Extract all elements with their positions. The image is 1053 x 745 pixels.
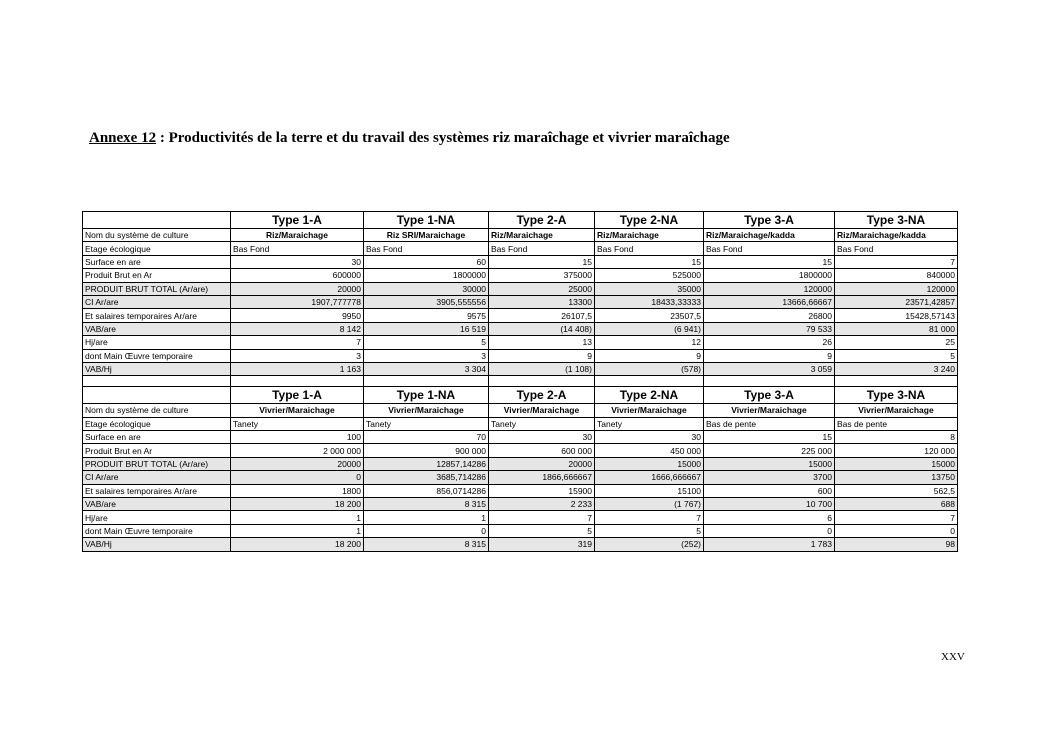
table-row xyxy=(83,417,958,430)
empty-cell xyxy=(489,376,595,387)
table-cell: 10 700 xyxy=(704,498,835,511)
table-cell: 8 142 xyxy=(231,322,364,335)
header-corner-cell xyxy=(83,212,231,229)
table-cell: 15 xyxy=(704,431,835,444)
table-cell: 8 315 xyxy=(364,538,489,551)
row-label: VAB/are xyxy=(83,498,231,511)
table-cell: 6 xyxy=(704,511,835,524)
annex-title-text: : Productivités de la terre et du travail des systèmes riz maraîchage et vivrier maraîchage xyxy=(156,130,730,146)
row-label: Etage écologique xyxy=(83,242,231,255)
table-cell: Riz/Maraichage/kadda xyxy=(835,229,958,242)
table-row xyxy=(83,309,958,322)
table-cell: 26107,5 xyxy=(489,309,595,322)
table-cell: 3 xyxy=(364,349,489,362)
table-cell: 1 783 xyxy=(704,538,835,551)
table-cell: 9575 xyxy=(364,309,489,322)
table-cell: 7 xyxy=(835,255,958,268)
table-row xyxy=(83,538,958,551)
table-cell: Tanety xyxy=(364,417,489,430)
table-cell: 1800000 xyxy=(364,269,489,282)
table-cell: 3 304 xyxy=(364,362,489,375)
table-cell: Bas Fond xyxy=(595,242,704,255)
table-cell: (578) xyxy=(595,362,704,375)
column-header: Type 3-A xyxy=(704,212,835,229)
column-header: Type 1-A xyxy=(231,212,364,229)
empty-cell xyxy=(835,376,958,387)
table-cell: 0 xyxy=(231,471,364,484)
row-label: VAB/are xyxy=(83,322,231,335)
table-cell: 26 xyxy=(704,336,835,349)
row-label: Nom du système de culture xyxy=(83,404,231,417)
table-cell: 18433,33333 xyxy=(595,295,704,308)
table-cell: 7 xyxy=(595,511,704,524)
table-cell: 900 000 xyxy=(364,444,489,457)
table-cell: 9 xyxy=(489,349,595,362)
empty-cell xyxy=(83,376,231,387)
column-header: Type 2-NA xyxy=(595,212,704,229)
table-cell: 3685,714286 xyxy=(364,471,489,484)
table-cell: 12 xyxy=(595,336,704,349)
column-header: Type 3-A xyxy=(704,387,835,404)
table-cell: 13750 xyxy=(835,471,958,484)
table-row xyxy=(83,255,958,268)
table-cell: (6 941) xyxy=(595,322,704,335)
table-cell: 688 xyxy=(835,498,958,511)
table-cell: Tanety xyxy=(489,417,595,430)
table-row xyxy=(83,457,958,470)
table-cell: Riz SRI/Maraichage xyxy=(364,229,489,242)
table-cell: 1866,666667 xyxy=(489,471,595,484)
row-label: dont Main Œuvre temporaire xyxy=(83,524,231,537)
table-cell: 15000 xyxy=(835,457,958,470)
spacer-row xyxy=(83,376,958,387)
table-cell: 81 000 xyxy=(835,322,958,335)
table-cell: 120000 xyxy=(835,282,958,295)
table-row xyxy=(83,362,958,375)
table-cell: Bas Fond xyxy=(231,242,364,255)
table-cell: (14 408) xyxy=(489,322,595,335)
table-cell: 7 xyxy=(489,511,595,524)
row-label: dont Main Œuvre temporaire xyxy=(83,349,231,362)
table-cell: 7 xyxy=(231,336,364,349)
table-cell: 13666,66667 xyxy=(704,295,835,308)
table-cell: 562,5 xyxy=(835,484,958,497)
table-row xyxy=(83,431,958,444)
table-cell: Vivrier/Maraichage xyxy=(835,404,958,417)
row-label: VAB/Hj xyxy=(83,362,231,375)
table-cell: 79 533 xyxy=(704,322,835,335)
table-cell: 9950 xyxy=(231,309,364,322)
table-cell: 60 xyxy=(364,255,489,268)
table-cell: 15 xyxy=(595,255,704,268)
table-cell: 30 xyxy=(595,431,704,444)
table-cell: Bas de pente xyxy=(704,417,835,430)
table-cell: 225 000 xyxy=(704,444,835,457)
row-label: PRODUIT BRUT TOTAL (Ar/are) xyxy=(83,457,231,470)
table-cell: 3 059 xyxy=(704,362,835,375)
table-cell: 5 xyxy=(835,349,958,362)
table-cell: 319 xyxy=(489,538,595,551)
productivity-table xyxy=(82,211,958,552)
table-cell: 1666,666667 xyxy=(595,471,704,484)
row-label: PRODUIT BRUT TOTAL (Ar/are) xyxy=(83,282,231,295)
table-cell: 3905,555556 xyxy=(364,295,489,308)
table-cell: 15000 xyxy=(704,457,835,470)
table-cell: 5 xyxy=(489,524,595,537)
table-cell: 8 315 xyxy=(364,498,489,511)
row-label: Hj/are xyxy=(83,511,231,524)
table-cell: 1 xyxy=(231,511,364,524)
column-header: Type 3-NA xyxy=(835,212,958,229)
empty-cell xyxy=(704,376,835,387)
table-cell: 3 240 xyxy=(835,362,958,375)
table-cell: 120000 xyxy=(704,282,835,295)
table-cell: 2 233 xyxy=(489,498,595,511)
table-cell: 20000 xyxy=(489,457,595,470)
table-cell: 15900 xyxy=(489,484,595,497)
table-cell: 18 200 xyxy=(231,538,364,551)
header-row xyxy=(83,212,958,229)
table-cell: Tanety xyxy=(595,417,704,430)
row-label: Et salaires temporaires Ar/are xyxy=(83,309,231,322)
table-cell: 7 xyxy=(835,511,958,524)
table-cell: Bas Fond xyxy=(364,242,489,255)
table-cell: 25 xyxy=(835,336,958,349)
table-cell: 525000 xyxy=(595,269,704,282)
table-cell: 840000 xyxy=(835,269,958,282)
table-cell: 23507,5 xyxy=(595,309,704,322)
table-cell: 5 xyxy=(595,524,704,537)
table-cell: 20000 xyxy=(231,457,364,470)
table-cell: 3700 xyxy=(704,471,835,484)
table-cell: 8 xyxy=(835,431,958,444)
table-cell: Bas Fond xyxy=(835,242,958,255)
row-label: Produit Brut en Ar xyxy=(83,269,231,282)
page-title xyxy=(89,130,730,147)
table-cell: Vivrier/Maraichage xyxy=(364,404,489,417)
table-cell: (1 767) xyxy=(595,498,704,511)
table-cell: 2 000 000 xyxy=(231,444,364,457)
column-header: Type 1-NA xyxy=(364,212,489,229)
row-label: Hj/are xyxy=(83,336,231,349)
table-row xyxy=(83,498,958,511)
table-cell: 450 000 xyxy=(595,444,704,457)
table-cell: 1800 xyxy=(231,484,364,497)
table-row xyxy=(83,484,958,497)
table-cell: Riz/Maraichage xyxy=(489,229,595,242)
table-cell: 23571,42857 xyxy=(835,295,958,308)
table-cell: 600 000 xyxy=(489,444,595,457)
column-header: Type 3-NA xyxy=(835,387,958,404)
table-row xyxy=(83,295,958,308)
table-cell: 18 200 xyxy=(231,498,364,511)
table-cell: 20000 xyxy=(231,282,364,295)
table-cell: Bas Fond xyxy=(489,242,595,255)
table-cell: 15 xyxy=(704,255,835,268)
empty-cell xyxy=(364,376,489,387)
table-cell: 1 xyxy=(231,524,364,537)
column-header: Type 1-NA xyxy=(364,387,489,404)
table-cell: 30 xyxy=(489,431,595,444)
table-row xyxy=(83,322,958,335)
table-cell: 15 xyxy=(489,255,595,268)
table-cell: 1 xyxy=(364,511,489,524)
table-cell: 600000 xyxy=(231,269,364,282)
table-row xyxy=(83,269,958,282)
table-cell: 12857,14286 xyxy=(364,457,489,470)
row-label: Et salaires temporaires Ar/are xyxy=(83,484,231,497)
table-row xyxy=(83,444,958,457)
table-cell: 15000 xyxy=(595,457,704,470)
table-cell: 0 xyxy=(364,524,489,537)
table-cell: 30 xyxy=(231,255,364,268)
column-header: Type 2-A xyxy=(489,387,595,404)
table-cell: 856,0714286 xyxy=(364,484,489,497)
table-cell: 30000 xyxy=(364,282,489,295)
table-cell: 35000 xyxy=(595,282,704,295)
row-label: Surface en are xyxy=(83,255,231,268)
table-cell: Bas Fond xyxy=(704,242,835,255)
table-cell: Vivrier/Maraichage xyxy=(595,404,704,417)
table-cell: 98 xyxy=(835,538,958,551)
column-header: Type 2-A xyxy=(489,212,595,229)
table-cell: Vivrier/Maraichage xyxy=(231,404,364,417)
empty-cell xyxy=(595,376,704,387)
row-label: Surface en are xyxy=(83,431,231,444)
table-cell: 600 xyxy=(704,484,835,497)
row-label: Produit Brut en Ar xyxy=(83,444,231,457)
table-row xyxy=(83,242,958,255)
empty-cell xyxy=(231,376,364,387)
header-row xyxy=(83,387,958,404)
table-cell: 26800 xyxy=(704,309,835,322)
header-corner-cell xyxy=(83,387,231,404)
annex-label: Annexe 12 xyxy=(89,130,157,146)
column-header: Type 2-NA xyxy=(595,387,704,404)
table-cell: 70 xyxy=(364,431,489,444)
row-label: Nom du système de culture xyxy=(83,229,231,242)
table-row xyxy=(83,471,958,484)
table-cell: 0 xyxy=(835,524,958,537)
table-cell: 100 xyxy=(231,431,364,444)
table-cell: 5 xyxy=(364,336,489,349)
row-label: CI Ar/are xyxy=(83,295,231,308)
table-cell: 13300 xyxy=(489,295,595,308)
table-cell: 9 xyxy=(595,349,704,362)
table-cell: Tanety xyxy=(231,417,364,430)
table-row xyxy=(83,404,958,417)
row-label: Etage écologique xyxy=(83,417,231,430)
table-cell: Vivrier/Maraichage xyxy=(704,404,835,417)
table-cell: 25000 xyxy=(489,282,595,295)
table-row xyxy=(83,336,958,349)
table-cell: 3 xyxy=(231,349,364,362)
table-row xyxy=(83,282,958,295)
row-label: CI Ar/are xyxy=(83,471,231,484)
table-cell: 120 000 xyxy=(835,444,958,457)
column-header: Type 1-A xyxy=(231,387,364,404)
table-cell: Vivrier/Maraichage xyxy=(489,404,595,417)
row-label: VAB/Hj xyxy=(83,538,231,551)
table-row xyxy=(83,511,958,524)
table-cell: (252) xyxy=(595,538,704,551)
table-cell: Riz/Maraichage/kadda xyxy=(704,229,835,242)
table-cell: 9 xyxy=(704,349,835,362)
table-cell: (1 108) xyxy=(489,362,595,375)
table-cell: Riz/Maraichage xyxy=(595,229,704,242)
table-cell: 13 xyxy=(489,336,595,349)
table-cell: 1 163 xyxy=(231,362,364,375)
page-number: XXV xyxy=(941,651,965,663)
table-cell: Riz/Maraichage xyxy=(231,229,364,242)
table-row xyxy=(83,229,958,242)
table-cell: Bas de pente xyxy=(835,417,958,430)
table-cell: 0 xyxy=(704,524,835,537)
table-cell: 1800000 xyxy=(704,269,835,282)
table-cell: 15100 xyxy=(595,484,704,497)
table-cell: 375000 xyxy=(489,269,595,282)
table-cell: 1907,777778 xyxy=(231,295,364,308)
table-cell: 16 519 xyxy=(364,322,489,335)
table-cell: 15428,57143 xyxy=(835,309,958,322)
table-row xyxy=(83,524,958,537)
table-row xyxy=(83,349,958,362)
